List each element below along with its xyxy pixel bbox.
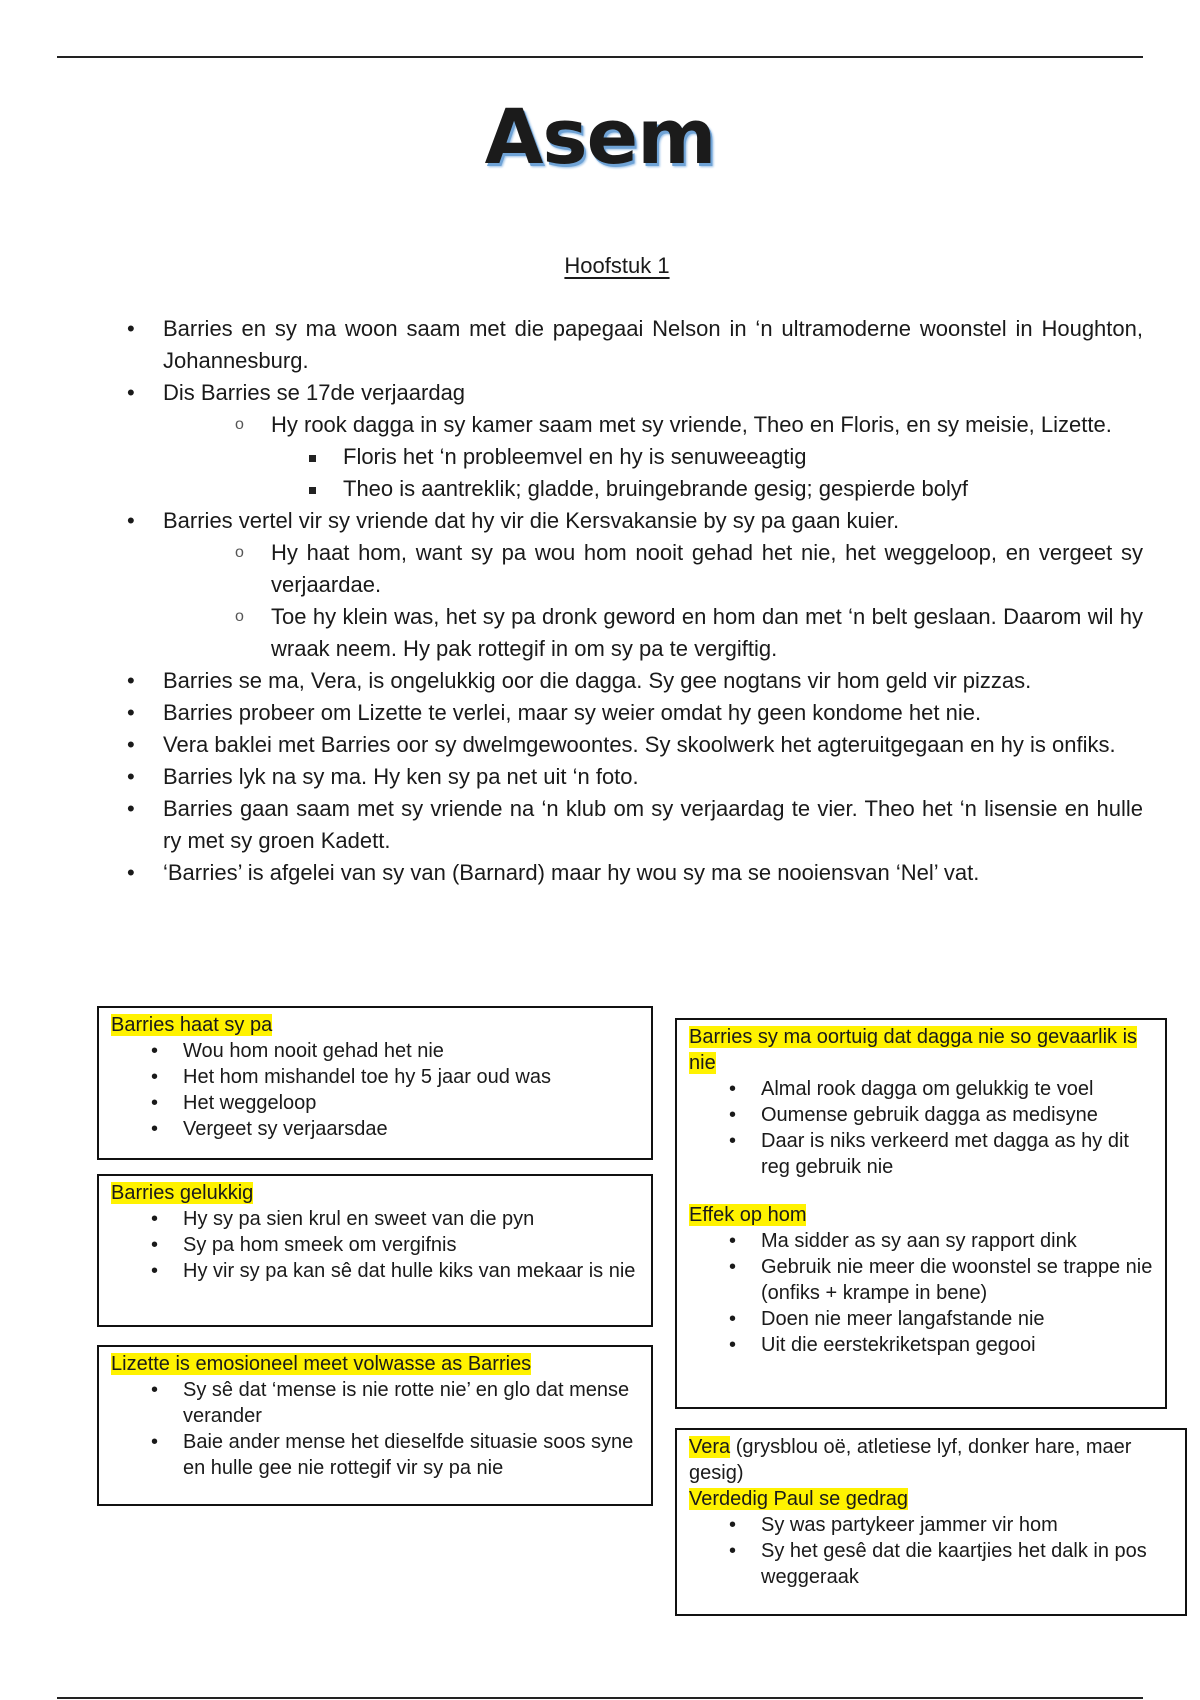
chapter-heading: Hoofstuk 1 bbox=[564, 253, 670, 278]
list-item: • Baie ander mense het dieselfde situasie soos syne en hulle gee nie rottegif vir sy pa nie bbox=[111, 1429, 639, 1481]
box-subheading: Effek op hom bbox=[689, 1204, 807, 1226]
list-item: • Almal rook dagga om gelukkig te voel bbox=[689, 1076, 1153, 1102]
list-item: • Ma sidder as sy aan sy rapport dink bbox=[689, 1228, 1153, 1254]
list-item: • Oumense gebruik dagga as medisyne bbox=[689, 1102, 1153, 1128]
box-barries-gelukkig bbox=[97, 1174, 653, 1327]
list-item: • Daar is niks verkeerd met dagga as hy dit reg gebruik nie bbox=[689, 1128, 1153, 1180]
list-item: • Uit die eerstekriketspan gegooi bbox=[689, 1332, 1153, 1358]
sub-sub-list-item: Theo is aantreklik; gladde, bruingebrande gesig; gespierde bolyf bbox=[307, 473, 1143, 505]
list-item: • Barries se ma, Vera, is ongelukkig oor die dagga. Sy gee nogtans vir hom geld vir pizzas. bbox=[127, 665, 1143, 697]
list-item: • Vergeet sy verjaarsdae bbox=[111, 1116, 639, 1142]
box-heading: Lizette is emosioneel meet volwasse as Barries bbox=[111, 1353, 532, 1375]
box-lizette bbox=[97, 1345, 653, 1506]
list-item: • Sy sê dat ‘mense is nie rotte nie’ en glo dat mense verander bbox=[111, 1377, 639, 1429]
list-item: • Hy sy pa sien krul en sweet van die pyn bbox=[111, 1206, 639, 1232]
box-heading: Barries gelukkig bbox=[111, 1182, 254, 1204]
list-item: • Dis Barries se 17de verjaardag o Hy rook dagga in sy kamer saam met sy vriende, Theo en Floris, en sy meisie, Lizette. Floris het ‘n probleemvel en hy is senuweeagtig Theo is aantreklik; gladde, bruingebrande gesig; gespierde bolyf bbox=[127, 377, 1143, 505]
list-item: • Het weggeloop bbox=[111, 1090, 639, 1116]
list-item: • Wou hom nooit gehad het nie bbox=[111, 1038, 639, 1064]
box-dagga-en-effek bbox=[675, 1018, 1167, 1409]
sub-list-item: o Hy rook dagga in sy kamer saam met sy vriende, Theo en Floris, en sy meisie, Lizette. Floris het ‘n probleemvel en hy is senuweeagtig Theo is aantreklik; gladde, bruingebrande gesig; gespierde bolyf bbox=[235, 409, 1143, 505]
list-item: • Gebruik nie meer die woonstel se trappe nie (onfiks + krampe in bene) bbox=[689, 1254, 1153, 1306]
vera-name: Vera bbox=[689, 1436, 731, 1458]
list-item: • Hy vir sy pa kan sê dat hulle kiks van mekaar is nie bbox=[111, 1258, 639, 1284]
top-rule bbox=[57, 56, 1143, 58]
main-bullet-list bbox=[127, 313, 1143, 889]
list-item: • Barries probeer om Lizette te verlei, maar sy weier omdat hy geen kondome het nie. bbox=[127, 697, 1143, 729]
page-title: Asem bbox=[484, 92, 716, 181]
box-vera bbox=[675, 1428, 1187, 1616]
list-item: • Vera baklei met Barries oor sy dwelmgewoontes. Sy skoolwerk het agteruitgegaan en hy is onfiks. bbox=[127, 729, 1143, 761]
vera-description: (grysblou oë, atletiese lyf, donker hare, maer gesig) bbox=[689, 1436, 1132, 1484]
list-item: • Sy was partykeer jammer vir hom bbox=[689, 1512, 1173, 1538]
bottom-rule bbox=[57, 1697, 1143, 1699]
sub-list-item: o Toe hy klein was, het sy pa dronk geword en hom dan met ‘n belt geslaan. Daarom wil hy wraak neem. Hy pak rottegif in om sy pa te vergiftig. bbox=[235, 601, 1143, 665]
list-item: • Barries en sy ma woon saam met die papegaai Nelson in ‘n ultramoderne woonstel in Houghton, Johannesburg. bbox=[127, 313, 1143, 377]
list-item: • Barries lyk na sy ma. Hy ken sy pa net uit ‘n foto. bbox=[127, 761, 1143, 793]
list-item: • Het hom mishandel toe hy 5 jaar oud was bbox=[111, 1064, 639, 1090]
list-item: • Barries gaan saam met sy vriende na ‘n klub om sy verjaardag te vier. Theo het ‘n lisensie en hulle ry met sy groen Kadett. bbox=[127, 793, 1143, 857]
list-item: • ‘Barries’ is afgelei van sy van (Barnard) maar hy wou sy ma se nooiensvan ‘Nel’ vat. bbox=[127, 857, 1143, 889]
box-barries-haat-sy-pa bbox=[97, 1006, 653, 1160]
list-item: • Barries vertel vir sy vriende dat hy vir die Kersvakansie by sy pa gaan kuier. o Hy haat hom, want sy pa wou hom nooit gehad het nie, het weggeloop, en vergeet sy verjaardae. o Toe hy klein was, het sy pa dronk geword en hom dan met ‘n belt geslaan. Daarom wil hy wraak neem. Hy pak rottegif in om sy pa te vergiftig. bbox=[127, 505, 1143, 665]
box-subheading: Verdedig Paul se gedrag bbox=[689, 1488, 909, 1510]
sub-sub-list-item: Floris het ‘n probleemvel en hy is senuweeagtig bbox=[307, 441, 1143, 473]
list-item: • Doen nie meer langafstande nie bbox=[689, 1306, 1153, 1332]
box-heading: Barries haat sy pa bbox=[111, 1014, 273, 1036]
sub-list-item: o Hy haat hom, want sy pa wou hom nooit gehad het nie, het weggeloop, en vergeet sy verjaardae. bbox=[235, 537, 1143, 601]
list-item: • Sy pa hom smeek om vergifnis bbox=[111, 1232, 639, 1258]
list-item: • Sy het gesê dat die kaartjies het dalk in pos weggeraak bbox=[689, 1538, 1173, 1590]
box-heading: Barries sy ma oortuig dat dagga nie so gevaarlik is nie bbox=[689, 1026, 1138, 1074]
